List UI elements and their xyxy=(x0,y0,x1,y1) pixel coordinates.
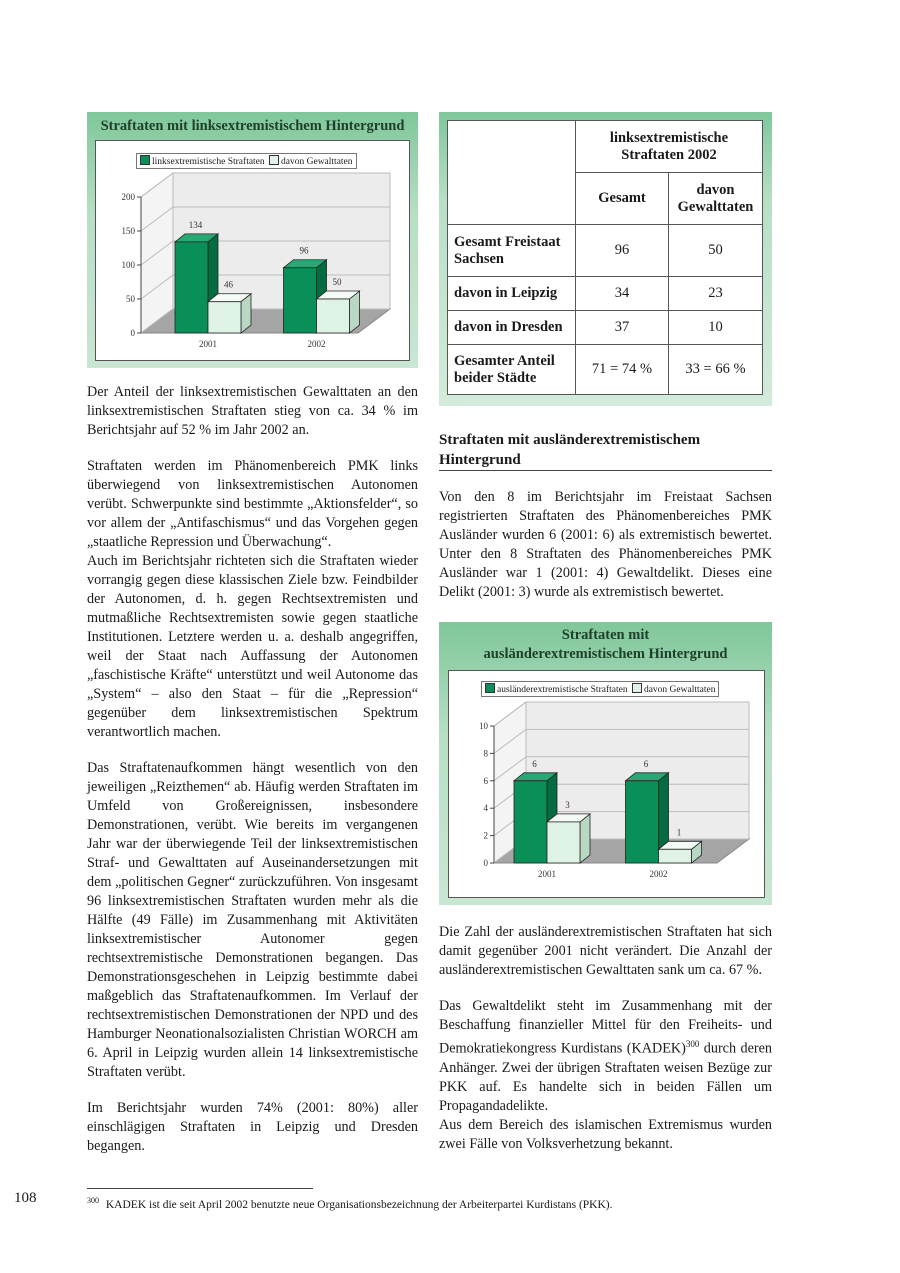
chart2-title-line1: Straftaten mit xyxy=(561,627,650,643)
paragraph: Im Berichtsjahr wurden 74% (2001: 80%) aller einschlägigen Straftaten in Leipzig und Dresden begangen. xyxy=(87,1100,418,1154)
data-label: 6 xyxy=(643,758,649,769)
x-tick-label: 2002 xyxy=(649,869,668,879)
paragraph: Von den 8 im Berichtsjahr im Freistaat Sachsen registrierten Straftaten des Phänomenbereiches PMK Ausländer wurden 6 (2001: 6) als extremistisch bewertet. Unter den 8 Straftaten des Phänomenbereiches PMK Ausländer war 1 (2001: 4) Gewaltdelikt. Dieses eine Delikt (2001: 3) wurde als extremistisch bewertet. xyxy=(439,489,772,600)
table-row-label: Gesamt Freistaat Sachsen xyxy=(448,225,576,277)
paragraph: Der Anteil der linksextremistischen Gewalttaten an den linksextremistischen Straftaten stieg von ca. 34 % im Berichtsjahr auf 52 % im Jahr 2002 an. xyxy=(87,384,418,438)
table-cell: 96 xyxy=(576,225,669,277)
bar xyxy=(175,242,208,333)
table-cell: 34 xyxy=(576,277,669,311)
paragraph: Auch im Berichtsjahr richteten sich die Straftaten wieder vorrangig gegen diese klassischen Ziele bzw. Feindbilder der Autonomen, d. h. gegen Rechtsextremisten und mutmaßliche Rechtsextremisten sowie gegen staatliche Institutionen. Letztere werden u. a. deshalb angegriffen, weil der Staat nach Auffassung der Autonomen „faschistische Kräfte“ unterstützt und weil Autonome das „System“ – also den Staat – für die „Repression“ gegenüber dem linksextremistischen Spektrum verantwortlich machen. xyxy=(87,553,418,740)
data-label: 134 xyxy=(188,219,203,230)
table-cell: 33 = 66 % xyxy=(669,345,763,395)
footnote-ref: 300 xyxy=(685,1039,700,1049)
bar-side xyxy=(580,814,590,863)
y-tick-label: 100 xyxy=(121,260,135,270)
footnote-number: 300 xyxy=(87,1196,99,1205)
y-tick-label: 4 xyxy=(483,803,488,814)
table-col-gesamt: Gesamt xyxy=(576,173,669,225)
left-column xyxy=(87,383,418,1156)
paragraph-part: Das Gewaltdelikt steht im Zusammenhang mit der Beschaffung finanzieller Mittel für den Freiheits- und Demokratiekongress Kurdistans (KADEK) xyxy=(439,998,772,1057)
y-tick-label: 0 xyxy=(130,328,135,338)
y-tick-label: 150 xyxy=(121,226,135,236)
data-label: 6 xyxy=(532,758,537,769)
y-tick-label: 200 xyxy=(121,192,135,202)
bar xyxy=(317,299,350,333)
footnote-rule xyxy=(87,1188,313,1189)
table-corner xyxy=(448,121,576,225)
stats-table xyxy=(447,120,763,395)
y-tick-label: 0 xyxy=(483,858,488,868)
chart1-title: Straftaten mit linksextremistischem Hintergrund xyxy=(100,118,405,134)
table-row-label: davon in Dresden xyxy=(448,311,576,345)
paragraph-part: durch deren Anhänger. Zwei der übrigen Straftaten weisen Bezüge zur PKK auf. Es handelte sich in beiden Fällen um Propagandadelikte. xyxy=(439,1040,773,1114)
chart1-panel xyxy=(87,112,418,368)
chart2-title xyxy=(439,626,772,664)
section-heading: Straftaten mit ausländerextremistischem Hintergrund xyxy=(439,432,701,468)
table-cell: 23 xyxy=(669,277,763,311)
chart1-svg xyxy=(96,141,409,360)
bar xyxy=(284,268,317,333)
table-panel xyxy=(439,112,772,406)
y-tick-label: 2 xyxy=(483,830,488,841)
heading-rule xyxy=(439,470,772,471)
chart2-title-line2: ausländerextremistischem Hintergrund xyxy=(483,646,728,662)
paragraph: Die Zahl der ausländerextremistischen Straftaten hat sich damit gegenüber 2001 nicht verändert. Die Anzahl der ausländerextremistischen Gewalttaten sank um ca. 67 %. xyxy=(439,924,772,978)
bar xyxy=(659,849,692,863)
right-column-bottom xyxy=(439,923,772,1154)
paragraph: Das Straftatenaufkommen hängt wesentlich von den jeweiligen „Reizthemen“ ab. Häufig werden Straftaten im Umfeld von Großereignissen, insbesondere Demonstrationen, verübt. Wie bereits im vergangenen Jahr war der überwiegende Teil der linksextremistischen Straf- und Gewalttaten auf Auseinandersetzungen mit dem „politischen Gegner“ zurückzuführen. Von insgesamt 96 linksextremistischen Straftaten wurden mehr als die Hälfte (49 Fälle) im Zusammenhang mit Aktivitäten linksextremistischer Autonomer gegen rechtsextremistische Demonstrationen begangen. Das Demonstrationsgeschehen in Leipzig bestimmte dabei maßgeblich das Straftatenaufkommen. Im Verlauf der rechtsextremistischen Demonstrationen der NPD und des Hamburger Neonationalsozialisten Christian WORCH am 6. April in Leipzig wurden allein 14 linksextremistische Straftaten verübt. xyxy=(87,760,418,1080)
chart2-plot-area xyxy=(448,670,765,898)
bar xyxy=(208,302,241,333)
data-label: 46 xyxy=(224,279,233,290)
paragraph xyxy=(439,997,772,1116)
x-tick-label: 2002 xyxy=(307,339,326,349)
table-header-main: linksextremistische Straftaten 2002 xyxy=(576,121,763,173)
y-tick-label: 8 xyxy=(483,748,488,759)
chart1-plot-area xyxy=(95,140,410,361)
y-tick-label: 6 xyxy=(483,775,488,786)
table-cell: 71 = 74 % xyxy=(576,345,669,395)
data-label: 50 xyxy=(332,277,342,287)
paragraph: Straftaten werden im Phänomenbereich PMK links überwiegend von linksextremistischen Autonomen verübt. Schwerpunkte sind bestimmte „Aktionsfelder“, so vor allem der „Antifaschismus“ und das Vorgehen gegen „staatliche Repression und Überwachung“. xyxy=(87,458,418,550)
right-column-top xyxy=(439,488,772,602)
chart2-panel xyxy=(439,622,772,905)
table-cell: 37 xyxy=(576,311,669,345)
legend-label-1: linksextremistische Straftaten xyxy=(152,157,265,167)
table-col-gewalt: davon Gewalttaten xyxy=(669,173,763,225)
legend-label-1: ausländerextremistische Straftaten xyxy=(497,685,628,695)
x-tick-label: 2001 xyxy=(538,869,556,879)
table-row-label: Gesamter Anteil beider Städte xyxy=(448,345,576,395)
y-tick-label: 50 xyxy=(126,294,135,304)
y-tick-label: 10 xyxy=(479,721,488,731)
table-row-label: davon in Leipzig xyxy=(448,277,576,311)
data-label: 3 xyxy=(565,799,570,810)
data-label: 1 xyxy=(676,827,682,838)
footnote xyxy=(87,1194,787,1212)
chart2-svg xyxy=(449,671,764,897)
bar xyxy=(514,781,547,863)
paragraph: Aus dem Bereich des islamischen Extremismus wurden zwei Fälle von Volksverhetzung bekannt. xyxy=(439,1116,772,1152)
legend-label-2: davon Gewalttaten xyxy=(643,685,716,695)
bar xyxy=(626,781,659,863)
data-label: 96 xyxy=(299,245,309,256)
x-tick-label: 2001 xyxy=(199,339,217,349)
page-number: 108 xyxy=(14,1190,37,1206)
legend-label-2: davon Gewalttaten xyxy=(281,157,353,167)
table-cell: 10 xyxy=(669,311,763,345)
table-cell: 50 xyxy=(669,225,763,277)
footnote-text: KADEK ist die seit April 2002 benutzte neue Organisationsbezeichnung der Arbeiterpartei Kurdistans (PKK). xyxy=(105,1198,613,1211)
bar xyxy=(547,822,580,863)
